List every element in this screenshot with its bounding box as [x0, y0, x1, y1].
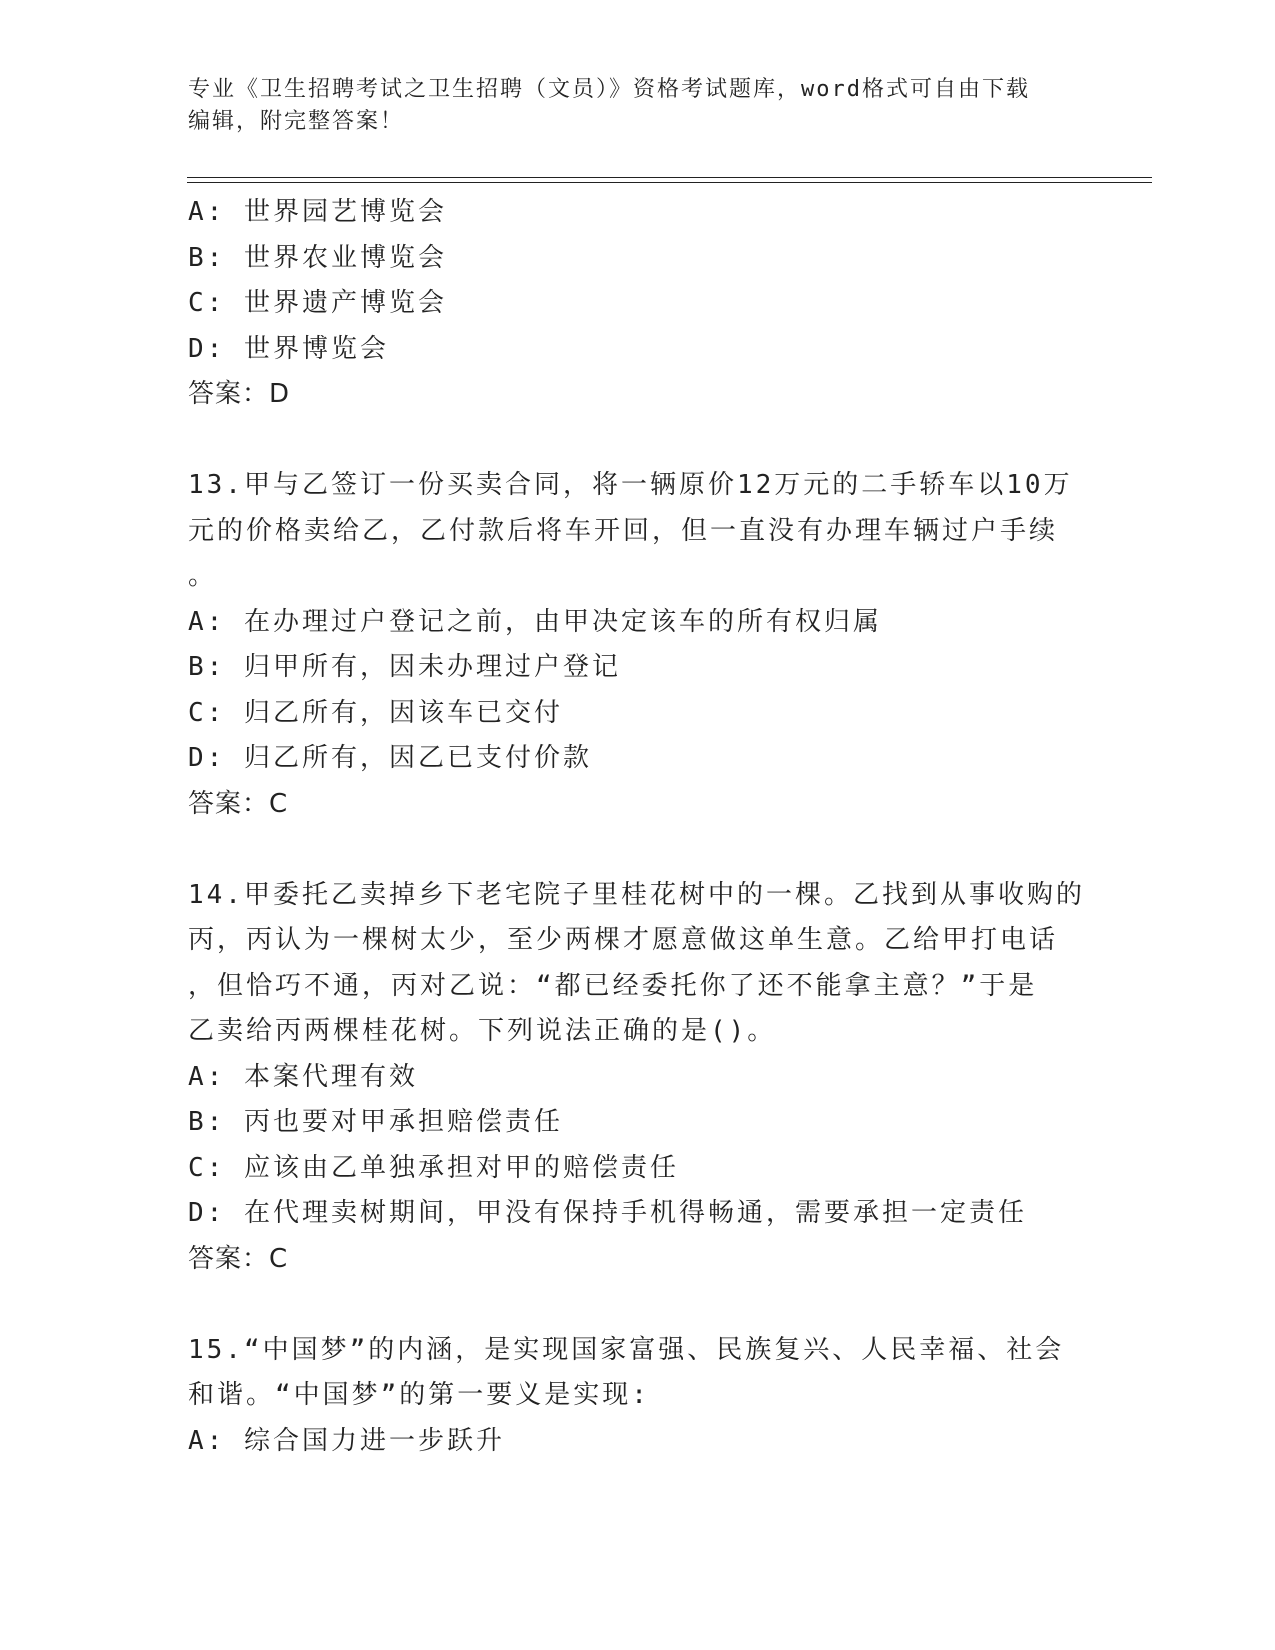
- question-13: [188, 463, 1088, 827]
- option-a: A: 本案代理有效: [188, 1061, 418, 1092]
- question-12: [188, 190, 1088, 418]
- option-d: D: 归乙所有，因乙已支付价款: [188, 743, 592, 773]
- question-stem-line: 。: [188, 561, 218, 591]
- option-a: A: 世界园艺博览会: [188, 197, 447, 227]
- spacer: [188, 418, 1088, 464]
- answer: 答案：C: [188, 1243, 289, 1274]
- question-stem-line: 元的价格卖给乙，乙付款后将车开回，但一直没有办理车辆过户手续: [188, 515, 1059, 546]
- option-c: C: 世界遗产博览会: [188, 288, 447, 318]
- spacer: [188, 827, 1088, 873]
- header-divider-top: [187, 177, 1152, 178]
- spacer: [188, 1282, 1088, 1328]
- option-d: D: 在代理卖树期间，甲没有保持手机得畅通，需要承担一定责任: [188, 1198, 1027, 1228]
- header-line-2: 编辑，附完整答案！: [188, 109, 405, 134]
- question-stem-line: 15.“中国梦”的内涵，是实现国家富强、民族复兴、人民幸福、社会: [188, 1334, 1065, 1365]
- option-b: B: 世界农业博览会: [188, 242, 447, 273]
- answer: 答案：D: [188, 379, 291, 409]
- option-b: B: 丙也要对甲承担赔偿责任: [188, 1107, 563, 1137]
- option-c: C: 归乙所有，因该车已交付: [188, 697, 563, 728]
- header-line-1: 专业《卫生招聘考试之卫生招聘（文员）》资格考试题库，word格式可自由下载: [188, 77, 1030, 102]
- option-c: C: 应该由乙单独承担对甲的赔偿责任: [188, 1152, 679, 1183]
- question-stem-line: 丙，丙认为一棵树太少，至少两棵才愿意做这单生意。乙给甲打电话: [188, 925, 1059, 955]
- option-a: A: 在办理过户登记之前，由甲决定该车的所有权归属: [188, 606, 882, 637]
- document-header: [188, 74, 1068, 138]
- question-stem-line: ，但恰巧不通，丙对乙说：“都已经委托你了还不能拿主意？”于是: [188, 970, 1038, 1001]
- question-14: [188, 873, 1088, 1283]
- question-15: [188, 1328, 1088, 1465]
- answer: 答案：C: [188, 788, 289, 819]
- question-stem-line: 和谐。“中国梦”的第一要义是实现:: [188, 1380, 650, 1410]
- option-d: D: 世界博览会: [188, 333, 389, 364]
- header-divider-bottom: [187, 182, 1152, 183]
- question-stem-line: 13.甲与乙签订一份买卖合同，将一辆原价12万元的二手轿车以10万: [188, 470, 1073, 500]
- question-stem-line: 14.甲委托乙卖掉乡下老宅院子里桂花树中的一棵。乙找到从事收购的: [188, 879, 1085, 910]
- option-a: A: 综合国力进一步跃升: [188, 1425, 505, 1456]
- question-stem-line: 乙卖给丙两棵桂花树。下列说法正确的是()。: [188, 1016, 777, 1046]
- option-b: B: 归甲所有，因未办理过户登记: [188, 652, 621, 682]
- question-list: [188, 190, 1088, 1464]
